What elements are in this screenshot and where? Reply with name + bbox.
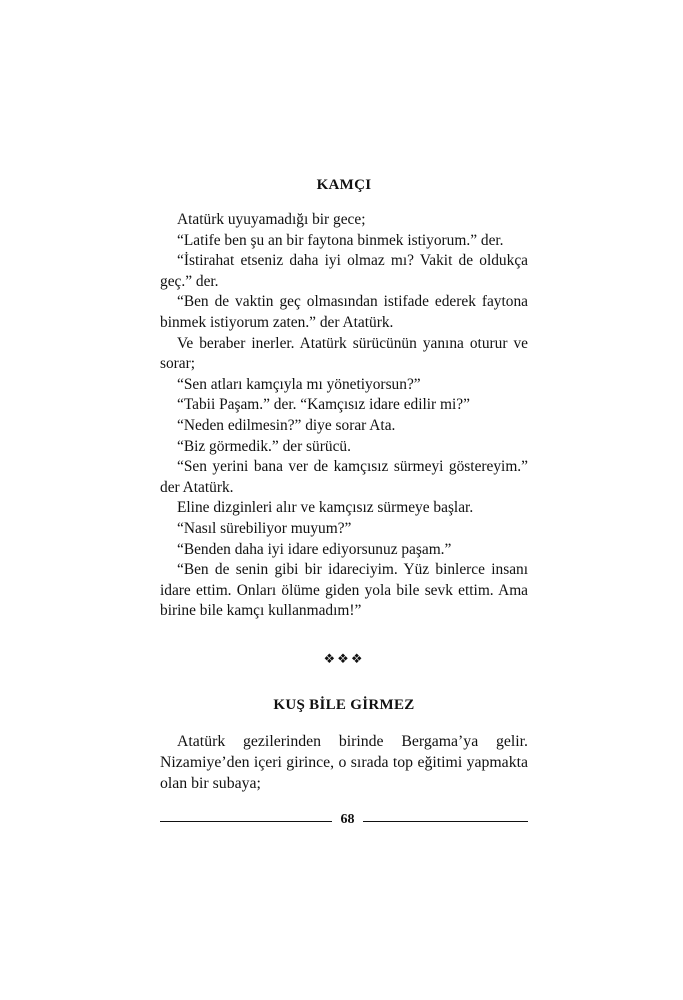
section-title: KAMÇI (316, 177, 372, 193)
paragraph: Ve beraber inerler. Atatürk sürücünün yanına oturur ve sorar; (160, 334, 528, 373)
footer-rule-left (160, 821, 332, 822)
page-number: 68 (340, 812, 355, 827)
paragraph: “Sen atları kamçıyla mı yönetiyorsun?” (177, 375, 421, 393)
paragraph: “Biz görmedik.” der sürücü. (177, 437, 351, 455)
paragraph: “Tabii Paşam.” der. “Kamçısız idare edilir mi?” (177, 396, 470, 414)
footer-rule-right (363, 821, 528, 822)
ornament-separator: ❖❖❖ (323, 651, 365, 666)
section-body (160, 210, 528, 622)
section-body (160, 731, 528, 794)
paragraph: “Benden daha iyi idare ediyorsunuz paşam.” (177, 540, 452, 558)
paragraph: “Neden edilmesin?” diye sorar Ata. (177, 416, 396, 434)
section-title: KUŞ BİLE GİRMEZ (273, 697, 415, 713)
paragraph: Atatürk gezilerinden birinde Bergama’ya gelir. Nizamiye’den içeri girince, o sırada top eğitimi yapmakta olan bir subaya; (160, 733, 528, 792)
page-footer (160, 812, 528, 832)
paragraph: Atatürk uyuyamadığı bir gece; (177, 211, 366, 228)
paragraph: “Ben de senin gibi bir idareciyim. Yüz binlerce insanı idare ettim. Onları ölüme giden yola bile sevk ettim. Ama birine bile kamçı kullanmadım!” (160, 561, 528, 620)
paragraph: “Latife ben şu an bir faytona binmek istiyorum.” der. (177, 231, 504, 249)
paragraph: Eline dizginleri alır ve kamçısız sürmeye başlar. (177, 499, 474, 517)
paragraph: “Sen yerini bana ver de kamçısız sürmeyi göstereyim.” der Atatürk. (160, 458, 528, 496)
paragraph: “İstirahat etseniz daha iyi olmaz mı? Vakit de oldukça geç.” der. (160, 252, 528, 290)
paragraph: “Ben de vaktin geç olmasından istifade ederek faytona binmek istiyorum zaten.” der Atatürk. (160, 293, 528, 331)
paragraph: “Nasıl sürebiliyor muyum?” (177, 519, 352, 537)
